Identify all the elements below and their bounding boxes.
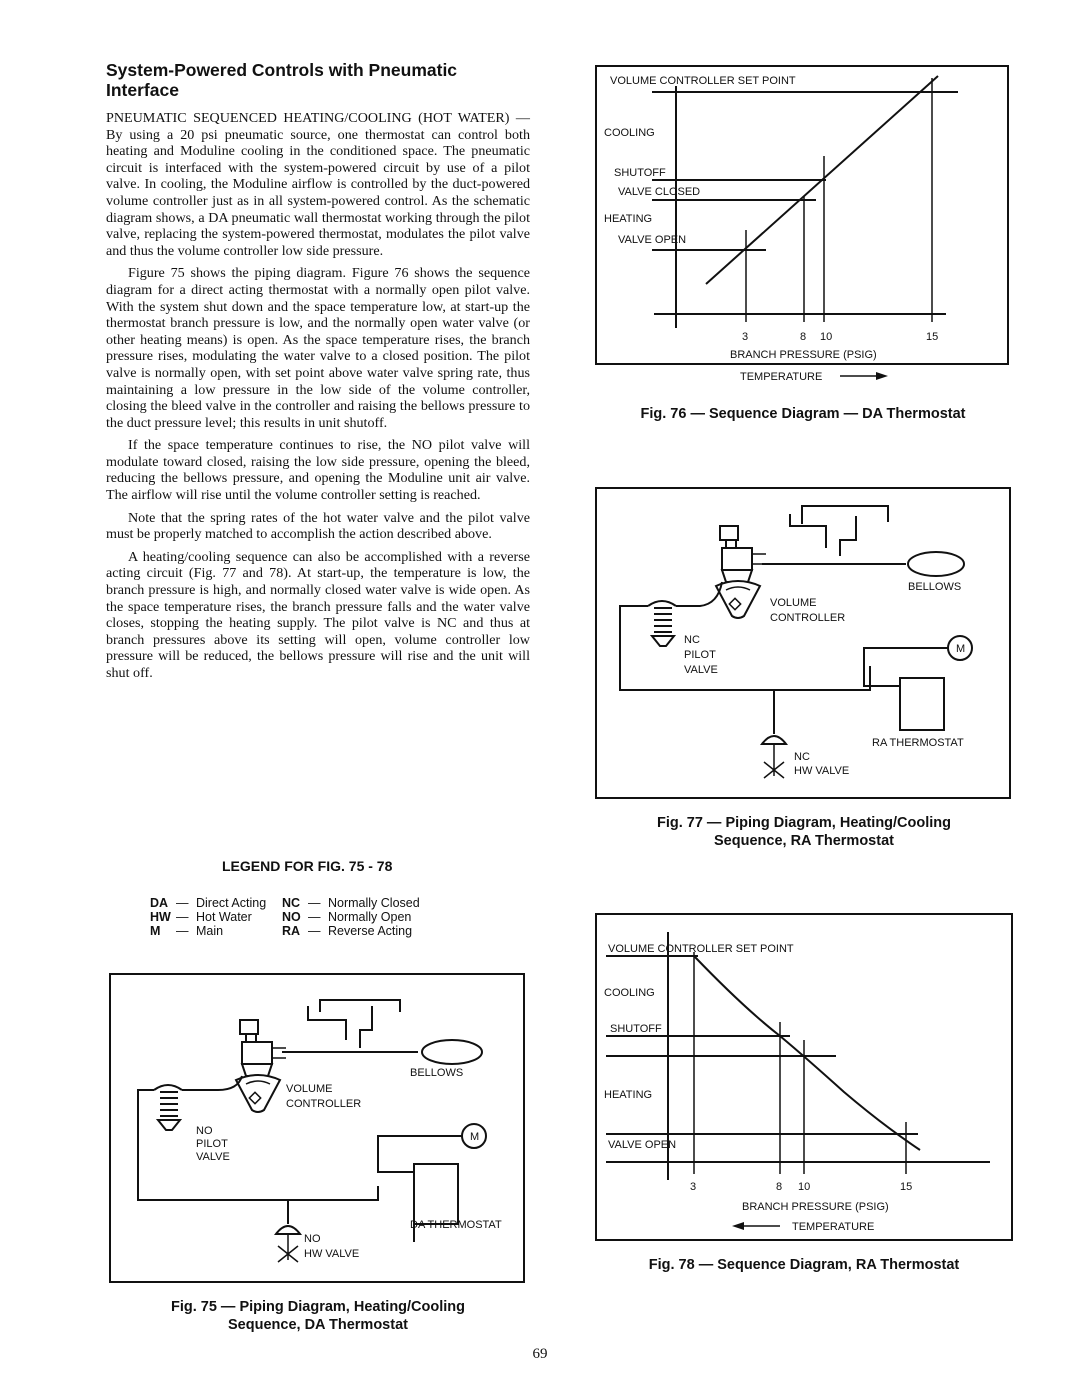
legend-dash: — <box>176 924 189 938</box>
legend-definition: Normally Closed <box>328 896 420 910</box>
paragraph-2: Figure 75 shows the piping diagram. Figure 76 shows the sequence diagram for a direct acting thermostat with a normally open pilot valve. With the system shut down and the space temperature low, at start-up the thermostat branch pressure is low, and the normally open water valve (or other heating means) is open. As the space temperature rises, the branch pressure rises, modulating the water valve to a closed position. The pilot valve is normally open, with set point above water valve spring rate, thus maintaining a low pressure in the low side of the volume controller, closing the bleed valve in the controller and raising the bellows pressure to the duct pressure level; this results in unit shutoff. <box>106 265 530 431</box>
legend-row <box>150 924 420 938</box>
paragraph-3: If the space temperature continues to rise, the NO pilot valve will modulate toward closed, raising the low side pressure, opening the bleed, reducing the bellows pressure, and opening the Moduline unit air valve. The airflow will rise until the volume controller setting is reached. <box>106 437 530 504</box>
legend-title: LEGEND FOR FIG. 75 - 78 <box>222 858 393 874</box>
legend-row <box>150 896 420 910</box>
section-heading: System-Powered Controls with Pneumatic Interface <box>106 60 458 100</box>
fig78-caption: Fig. 78 — Sequence Diagram, RA Thermostat <box>648 1257 960 1273</box>
hw-valve-label: HW VALVE <box>304 1248 360 1260</box>
pilot-link <box>182 1076 242 1090</box>
temperature-row <box>740 369 940 383</box>
hw-valve-actuator-icon <box>276 1226 300 1234</box>
bellows-icon <box>422 1040 482 1064</box>
legend-definition: Hot Water <box>196 910 252 924</box>
pilot-label: PILOT <box>684 649 716 661</box>
volume-controller-icon <box>236 1075 280 1112</box>
fig75-caption-line2: Sequence, DA Thermostat <box>228 1317 408 1333</box>
main-pipe <box>802 506 888 524</box>
main-label: M <box>470 1131 480 1143</box>
hw-type-label: NC <box>794 751 810 763</box>
hw-valve-icon <box>764 744 784 778</box>
legend-definition: Reverse Acting <box>328 924 413 938</box>
legend-abbr: NO <box>282 910 301 924</box>
paragraph-5: A heating/cooling sequence can also be accomplished with a reverse acting circuit (Fig. 77 and 78). At start-up, the temperature is low, the branch pressure is high, and normally closed water valve is wide open. As the space temperature rises, the branch pressure falls and the water valve closes, stopping the heating supply. The pilot valve is NC and thus at branch pressures above its setting will open, volume controller low pressure will be reduced, the bellows pressure will rise and the unit will shut off. <box>106 548 530 681</box>
arrowhead-icon <box>876 372 888 380</box>
body-text <box>106 110 530 688</box>
valve-closed-label: VALVE CLOSED <box>618 186 701 198</box>
tick-label: 3 <box>742 331 749 343</box>
bellows-label: BELLOWS <box>410 1067 464 1079</box>
volume-controller-icon <box>716 581 760 618</box>
valve-label: VALVE <box>196 1151 230 1163</box>
cooling-label: COOLING <box>604 987 655 999</box>
pilot-spring-icon <box>648 601 676 646</box>
paragraph-4: Note that the spring rates of the hot water valve and the pilot valve must be properly matched to accomplish the action described above. <box>106 509 530 543</box>
set-point-label: VOLUME CONTROLLER SET POINT <box>608 943 794 955</box>
thermostat-icon <box>900 678 944 730</box>
tick-label: 8 <box>776 1181 783 1193</box>
fig75-piping-diagram <box>108 972 528 1284</box>
legend-definition: Main <box>196 924 224 938</box>
legend-definition: Direct Acting <box>196 896 267 910</box>
pipe-b <box>360 1006 372 1048</box>
fig75-caption <box>108 1298 528 1334</box>
pipe-a <box>308 1006 346 1040</box>
main-pipe <box>320 1000 400 1012</box>
tick-label: 3 <box>690 1181 697 1193</box>
x-axis-label: BRANCH PRESSURE (PSIG) <box>730 349 877 361</box>
legend-abbr: HW <box>150 910 171 924</box>
main-label: M <box>956 643 966 655</box>
legend-definition: Normally Open <box>328 910 412 924</box>
controller-label: CONTROLLER <box>770 612 846 624</box>
legend-abbr: DA <box>150 896 169 910</box>
pilot-label: PILOT <box>196 1138 228 1150</box>
pilot-type-label: NO <box>196 1125 213 1137</box>
volume-label: VOLUME <box>286 1083 333 1095</box>
thermostat-label: RA THERMOSTAT <box>872 737 964 749</box>
pipe-a <box>790 514 826 548</box>
hw-valve-icon <box>278 1234 298 1262</box>
pilot-valve-icon <box>720 526 766 582</box>
bellows-label: BELLOWS <box>908 581 962 593</box>
legend-dash: — <box>308 924 321 938</box>
hw-valve-actuator-icon <box>762 736 786 744</box>
fig76-caption: Fig. 76 — Sequence Diagram — DA Thermostat <box>640 406 966 422</box>
sequence-curve <box>694 956 920 1150</box>
pilot-spring-icon <box>154 1085 182 1130</box>
tick-label: 15 <box>900 1181 913 1193</box>
fig77-caption <box>594 814 1014 850</box>
hw-type-label: NO <box>304 1233 321 1245</box>
thermostat-label: DA THERMOSTAT <box>410 1219 502 1231</box>
legend-table <box>150 896 420 938</box>
x-axis-label: BRANCH PRESSURE (PSIG) <box>742 1201 889 1213</box>
fig78-sequence-diagram <box>594 912 1014 1242</box>
temperature-label: TEMPERATURE <box>740 371 823 383</box>
heating-label: HEATING <box>604 1089 653 1101</box>
valve-open-label: VALVE OPEN <box>618 234 687 246</box>
legend-dash: — <box>176 910 189 924</box>
shutoff-label: SHUTOFF <box>614 167 666 179</box>
legend-row <box>150 910 420 924</box>
valve-label: VALVE <box>684 664 718 676</box>
gridlines <box>694 952 906 1174</box>
hw-valve-label: HW VALVE <box>794 765 850 777</box>
legend-abbr: RA <box>282 924 301 938</box>
fig77-piping-diagram <box>594 486 1014 800</box>
paragraph-1: PNEUMATIC SEQUENCED HEATING/COOLING (HOT WATER) — By using a 20 psi pneumatic source, one thermostat can control both heating and Moduline cooling in the conditioned space. The pneumatic circuit is interfaced with the system-powered circuit by use of a pilot valve. In cooling, the Moduline airflow is controlled by the duct-powered volume controller just as in all system-powered control. As the schematic diagram shows, a DA pneumatic wall thermostat working through the pilot valve, replacing the system-powered thermostat, modulates the pilot valve and thus the volume controller low side pressure. <box>106 110 530 259</box>
pilot-valve-icon <box>240 1020 286 1076</box>
legend-dash: — <box>308 910 321 924</box>
legend-abbr: NC <box>282 896 301 910</box>
page-number: 69 <box>532 1346 548 1362</box>
valve-open-label: VALVE OPEN <box>608 1139 677 1151</box>
shutoff-label: SHUTOFF <box>610 1023 662 1035</box>
legend-dash: — <box>308 896 321 910</box>
figure-border <box>596 66 1008 364</box>
controller-label: CONTROLLER <box>286 1098 362 1110</box>
set-point-label: VOLUME CONTROLLER SET POINT <box>610 75 796 87</box>
legend-abbr: M <box>150 924 161 938</box>
legend-dash: — <box>176 896 189 910</box>
fig76-sequence-diagram <box>594 64 1012 366</box>
tick-label: 10 <box>798 1181 811 1193</box>
tick-label: 15 <box>926 331 939 343</box>
thermostat-icon <box>414 1164 458 1224</box>
fig77-caption-line1: Fig. 77 — Piping Diagram, Heating/Cooling <box>656 815 952 831</box>
pipe-b <box>840 516 856 556</box>
fig77-caption-line2: Sequence, RA Thermostat <box>714 833 894 849</box>
cooling-label: COOLING <box>604 127 655 139</box>
heating-label: HEATING <box>604 213 653 225</box>
fig75-caption-line1: Fig. 75 — Piping Diagram, Heating/Cooling <box>170 1299 466 1315</box>
temperature-label: TEMPERATURE <box>792 1221 875 1233</box>
arrowhead-icon <box>732 1222 744 1230</box>
pilot-type-label: NC <box>684 634 700 646</box>
tick-label: 8 <box>800 331 807 343</box>
tick-label: 10 <box>820 331 833 343</box>
volume-label: VOLUME <box>770 597 817 609</box>
bellows-icon <box>908 552 964 576</box>
